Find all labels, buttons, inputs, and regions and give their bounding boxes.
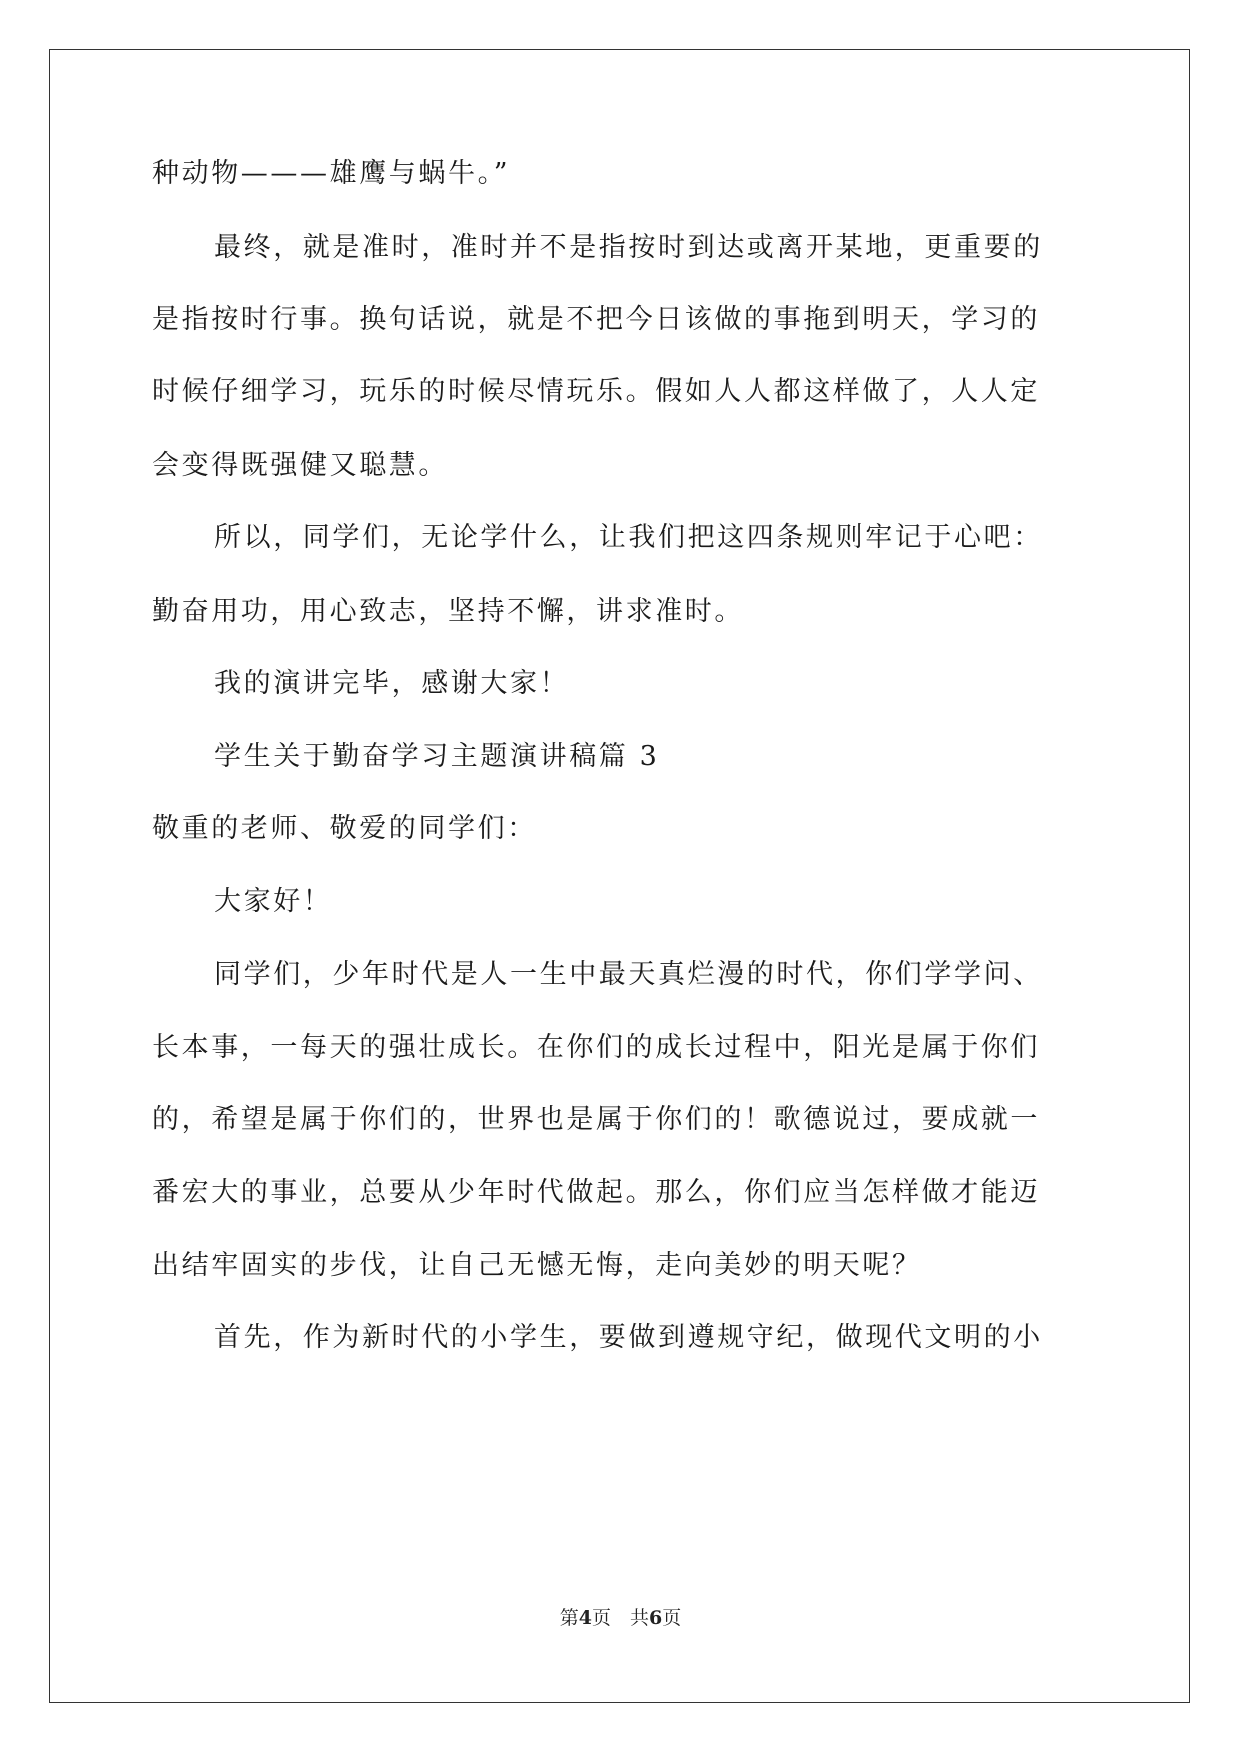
salutation: 敬重的老师、敬爱的同学们： (152, 813, 537, 844)
footer-prefix: 第 (559, 1607, 579, 1629)
text-line: 番宏大的事业，总要从少年时代做起。那么，你们应当怎样做才能迈 (152, 1177, 1040, 1208)
text-line: 我的演讲完毕，感谢大家！ (214, 668, 570, 699)
greeting: 大家好！ (214, 886, 333, 917)
text-line: 会变得既强健又聪慧。 (152, 450, 448, 481)
text-line: 长本事，一每天的强壮成长。在你们的成长过程中，阳光是属于你们 (152, 1032, 1040, 1063)
section-heading: 学生关于勤奋学习主题演讲稿篇 3 (214, 741, 660, 772)
text-line: 出结牢固实的步伐，让自己无憾无悔，走向美妙的明天呢？ (152, 1250, 922, 1281)
text-line: 首先，作为新时代的小学生，要做到遵规守纪，做现代文明的小 (214, 1322, 1043, 1353)
page-footer (0, 1606, 1241, 1630)
footer-suffix: 页 (662, 1607, 682, 1629)
current-page-number: 4 (578, 1607, 592, 1629)
text-line: 勤奋用功，用心致志，坚持不懈，讲求准时。 (152, 596, 744, 627)
text-line: 时候仔细学习，玩乐的时候尽情玩乐。假如人人都这样做了，人人定 (152, 376, 1040, 407)
text-line: 是指按时行事。换句话说，就是不把今日该做的事拖到明天，学习的 (152, 304, 1040, 335)
text-line: 同学们，少年时代是人一生中最天真烂漫的时代，你们学学问、 (214, 959, 1043, 990)
footer-middle: 页 共 (591, 1607, 649, 1629)
text-line: 最终，就是准时，准时并不是指按时到达或离开某地，更重要的 (214, 232, 1043, 263)
total-pages-number: 6 (649, 1607, 663, 1629)
text-line: 所以，同学们，无论学什么，让我们把这四条规则牢记于心吧： (214, 522, 1043, 553)
text-line: 种动物———雄鹰与蜗牛。” (152, 158, 511, 189)
page-frame (49, 49, 1190, 1703)
text-line: 的，希望是属于你们的，世界也是属于你们的！歌德说过，要成就一 (152, 1104, 1040, 1135)
